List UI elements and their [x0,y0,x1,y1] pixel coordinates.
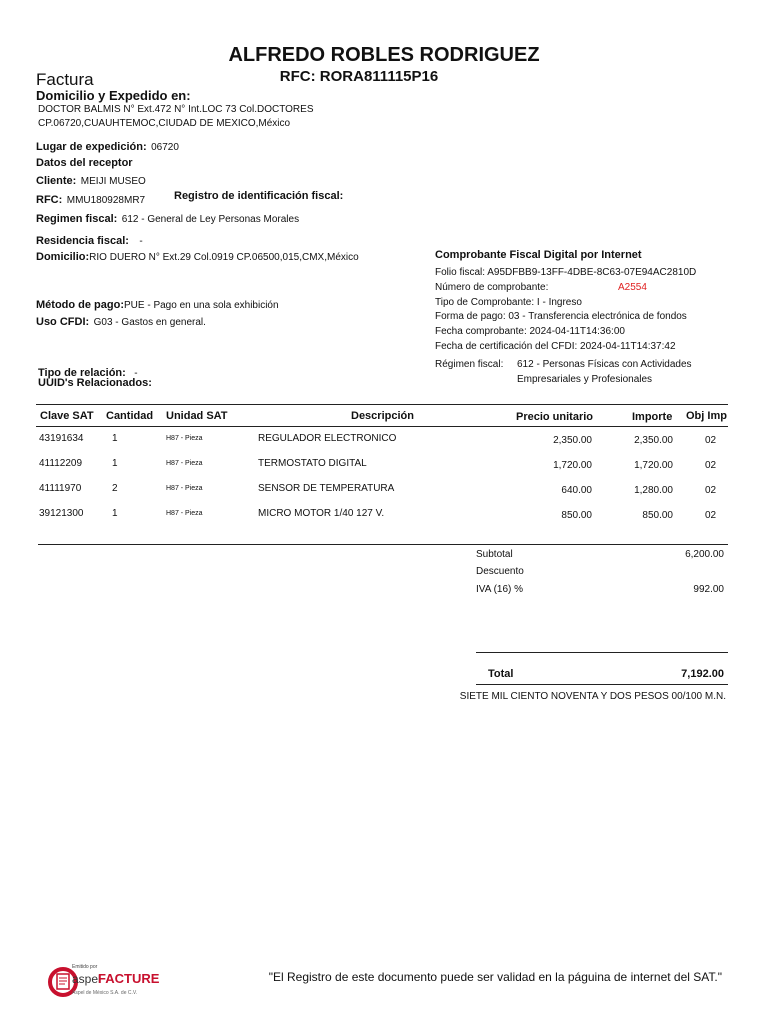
aspel-facture-logo [48,960,158,1010]
receptor-domicilio-label: Domicilio: [36,251,90,263]
row-clave: 43191634 [39,433,84,444]
table-row [0,433,768,449]
cliente-value: MEIJI MUSEO [80,176,146,187]
cfdi-regimen-line1: 612 - Personas Físicas con Actividades [517,359,692,370]
col-unidad-sat: Unidad SAT [166,410,228,422]
lugar-expedicion-value: 06720 [151,142,179,153]
row-precio: 850.00 [561,510,592,521]
row-cantidad: 2 [112,483,118,494]
cfdi-fecha-comprobante: Fecha comprobante: 2024-04-11T14:36:00 [435,326,625,337]
row-descripcion: REGULADOR ELECTRONICO [258,433,397,444]
row-importe: 1,720.00 [634,460,673,471]
logo-brand-facture: FACTURE [98,971,160,986]
document-type: Factura [36,70,94,89]
row-descripcion: TERMOSTATO DIGITAL [258,458,367,469]
cfdi-regimen-label: Régimen fiscal: [435,359,504,370]
col-importe: Importe [632,411,673,423]
domicilio-expedido-line2: CP.06720,CUAUHTEMOC,CIUDAD DE MEXICO,México [38,118,291,129]
row-descripcion: SENSOR DE TEMPERATURA [258,483,395,494]
row-clave: 41112209 [39,458,83,469]
residencia-value: - [139,236,143,247]
logo-small-text: Emitido por [72,964,98,970]
row-descripcion: MICRO MOTOR 1/40 127 V. [258,508,385,519]
cfdi-regimen-line2: Empresariales y Profesionales [517,374,653,385]
row-objimp: 02 [705,435,717,446]
row-importe: 1,280.00 [634,485,673,496]
row-precio: 2,350.00 [553,435,592,446]
row-objimp: 02 [705,485,717,496]
tipo-relacion-label: Tipo de relación: [38,367,126,379]
uso-cfdi-value: G03 - Gastos en general. [93,317,206,328]
subtotal-label: Subtotal [476,549,513,560]
receptor-domicilio-value: RIO DUERO N° Ext.29 Col.0919 CP.06500,015,CMX,México [89,252,359,263]
cfdi-folio: Folio fiscal: A95DFBB9-13FF-4DBE-8C63-07E94AC2810D [435,267,697,278]
registro-identificacion-label: Registro de identificación fiscal: [174,190,344,202]
table-top-rule [36,404,728,405]
table-header [0,410,768,426]
logo-brand-aspel: aspel [72,972,101,986]
total-bottom-rule [476,684,728,685]
table-row [0,508,768,524]
tipo-relacion-value: - [134,368,138,379]
total-en-letra: SIETE MIL CIENTO NOVENTA Y DOS PESOS 00/100 M.N. [459,691,726,702]
lugar-expedicion [36,137,179,155]
row-precio: 640.00 [561,485,592,496]
issuer-name: ALFREDO ROBLES RODRIGUEZ [228,44,540,66]
iva-label: IVA (16) % [476,584,524,595]
issuer-rfc-label: RFC: [279,68,316,85]
receptor-section-label: Datos del receptor [36,157,133,169]
issuer-rfc [0,68,718,85]
row-objimp: 02 [705,510,717,521]
row-importe: 850.00 [642,510,673,521]
cfdi-fecha-certificacion: Fecha de certificación del CFDI: 2024-04-11T14:37:42 [435,341,676,352]
receptor-domicilio [36,247,359,265]
receptor-rfc-label: RFC: [36,194,63,206]
residencia-label: Residencia fiscal: [36,235,129,247]
receptor-regimen-label: Regimen fiscal: [36,213,118,225]
cfdi-title: Comprobante Fiscal Digital por Internet [435,249,642,261]
table-row [0,483,768,499]
lugar-expedicion-label: Lugar de expedición: [36,141,147,153]
receptor-rfc-value: MMU180928MR7 [66,195,146,206]
iva-value: 992.00 [693,584,724,595]
metodo-pago-value: PUE - Pago en una sola exhibición [124,300,279,311]
row-cantidad: 1 [112,458,118,469]
receptor-regimen [36,209,299,227]
table-row [0,458,768,474]
receptor-rfc [36,190,145,208]
col-clave-sat: Clave SAT [40,410,94,422]
cfdi-forma-pago: Forma de pago: 03 - Transferencia electrónica de fondos [435,311,687,322]
col-descripcion: Descripción [351,410,414,422]
issuer-rfc-value: RORA811115P16 [319,68,439,85]
domicilio-expedido-label: Domicilio y Expedido en: [36,88,191,103]
row-cantidad: 1 [112,433,118,444]
metodo-pago [36,295,279,313]
cfdi-numero-value: A2554 [618,282,647,293]
domicilio-expedido-line1: DOCTOR BALMIS N° Ext.472 N° Int.LOC 73 Col.DOCTORES [38,104,314,115]
cliente-label: Cliente: [36,175,77,187]
total-label: Total [488,668,514,680]
total-top-rule [476,652,728,653]
row-unidad: H87 - Pieza [166,460,203,467]
row-precio: 1,720.00 [553,460,592,471]
col-precio-unitario: Precio unitario [516,411,594,423]
table-bottom-rule [38,544,728,545]
row-objimp: 02 [705,460,717,471]
subtotal-value: 6,200.00 [685,549,724,560]
row-unidad: H87 - Pieza [166,510,203,517]
row-clave: 41111970 [39,483,82,494]
table-header-rule [36,426,728,427]
sat-validation-notice: "El Registro de este documento puede ser validad en la páguina de internet del SAT." [268,970,722,984]
descuento-label: Descuento [476,566,524,577]
col-obj-imp: Obj Imp [686,410,727,422]
total-value: 7,192.00 [681,668,724,680]
row-importe: 2,350.00 [634,435,673,446]
receptor-cliente [36,171,146,189]
logo-sub-text: Aspel de México S.A. de C.V. [72,990,138,996]
col-cantidad: Cantidad [106,410,154,422]
row-unidad: H87 - Pieza [166,435,203,442]
metodo-pago-label: Método de pago: [36,299,124,311]
uso-cfdi [36,312,206,330]
row-cantidad: 1 [112,508,118,519]
row-clave: 39121300 [39,508,84,519]
receptor-regimen-value: 612 - General de Ley Personas Morales [121,214,300,225]
cfdi-tipo: Tipo de Comprobante: I - Ingreso [435,297,582,308]
uso-cfdi-label: Uso CFDI: [36,316,90,328]
uuids-relacionados-label: UUID's Relacionados: [38,377,152,389]
row-unidad: H87 - Pieza [166,485,203,492]
cfdi-numero-label: Número de comprobante: [435,282,549,293]
